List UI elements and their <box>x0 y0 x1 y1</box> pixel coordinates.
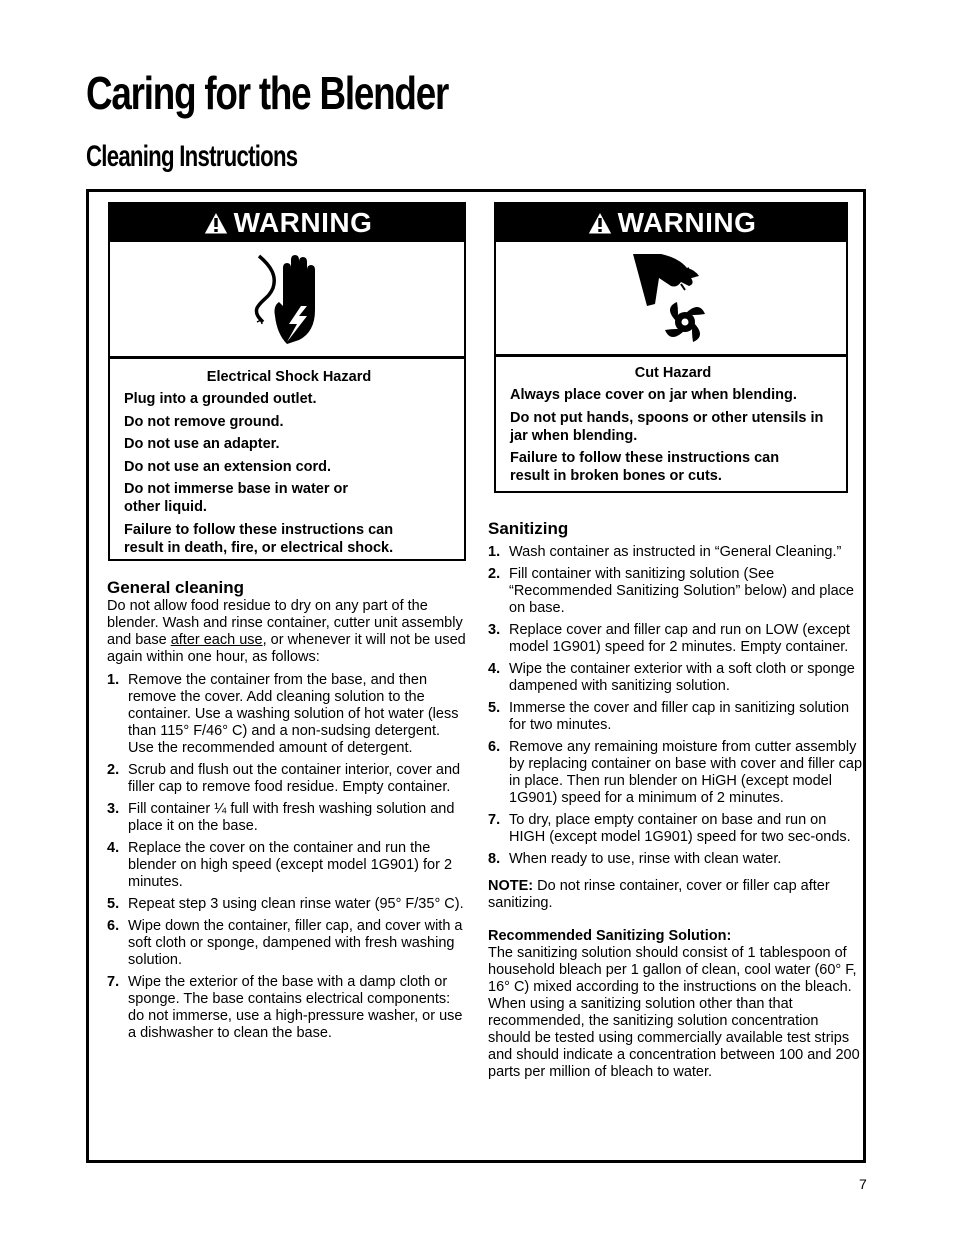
list-item: 7. Wipe the exterior of the base with a damp cloth or sponge. The base contains electrical components: do not immerse, use a high-pressure washer, or use a dishwasher to clean the base. <box>107 974 463 1041</box>
sanitizing-steps <box>488 544 864 868</box>
warning-box-electrical <box>108 202 466 561</box>
warning-box-cut <box>494 202 848 493</box>
list-item: 5. Repeat step 3 using clean rinse water (95° F/35° C). <box>107 896 464 912</box>
recommended-solution-text: The sanitizing solution should consist of 1 tablespoon of household bleach per 1 gallon of clean, cool water (60° F, 16° C) mixed according to the instructions on the bleach. When using a sanitizing solution other than that recommended, the sanitizing solution concentration should be tested using commercially available test strips and should indicate a concentration between 100 and 200 parts per million of bleach to water. <box>488 945 860 1080</box>
hazard-title: Cut Hazard <box>634 365 712 381</box>
warning-line: Do not immerse base in water or other liquid. <box>124 481 349 515</box>
warning-divider <box>496 354 846 357</box>
cut-hazard-blade-icon <box>496 246 846 354</box>
sanitizing-section <box>488 519 864 1081</box>
page-title: Caring for the Blender <box>86 67 449 119</box>
warning-line: Plug into a grounded outlet. <box>124 391 317 407</box>
warning-text-cut <box>510 364 836 490</box>
warning-line: Do not remove ground. <box>124 413 284 430</box>
list-item: 5. Immerse the cover and filler cap in sanitizing solution for two minutes. <box>488 700 850 733</box>
list-item: 1. Remove the container from the base, and then remove the cover. Add cleaning solution to the container. Use a washing solution of hot water (less than 115° F/46° C) and a non-sudsing detergent. Use the recommended amount of detergent. <box>107 672 459 756</box>
list-item: 8. When ready to use, rinse with clean water. <box>488 851 782 867</box>
recommended-solution-heading: Recommended Sanitizing Solution: <box>488 928 732 944</box>
warning-text-electrical <box>124 368 454 561</box>
list-item: 2. Scrub and flush out the container interior, cover and filler cap to remove food residue. Empty container. <box>107 762 461 795</box>
list-item: 4. Wipe the container exterior with a soft cloth or sponge dampened with sanitizing solution. <box>488 661 855 694</box>
warning-header-label: WARNING <box>617 207 757 238</box>
warning-line: Do not use an adapter. <box>124 436 280 452</box>
section-heading: General cleaning <box>107 578 244 597</box>
warning-line: Do not use an extension cord. <box>124 458 332 475</box>
content-frame <box>86 189 866 1163</box>
warning-line: Failure to follow these instructions can result in death, fire, or electrical shock. <box>124 521 394 556</box>
warning-header <box>110 204 464 242</box>
warning-header <box>496 204 846 242</box>
list-item: 7. To dry, place empty container on base and run on HIGH (except model 1G901) speed for two sec-onds. <box>488 812 851 845</box>
warning-triangle-icon <box>202 210 230 236</box>
list-item: 4. Replace the cover on the container and run the blender on high speed (except model 1G901) for 2 minutes. <box>107 840 453 890</box>
list-item: 6. Wipe down the container, filler cap, and cover with a soft cloth or sponge, dampened with fresh washing solution. <box>107 918 463 968</box>
sanitizing-note: NOTE: Do not rinse container, cover or filler cap after sanitizing. <box>488 878 830 911</box>
list-item: 3. Replace cover and filler cap and run on LOW (except model 1G901) speed for 2 minutes. Empty container. <box>488 622 850 655</box>
warning-header-label: WARNING <box>233 207 373 238</box>
general-cleaning-intro: Do not allow food residue to dry on any part of the blender. Wash and rinse container, cutter unit assembly and base after each use, or whenever it will not be used again within one hour, as follows: <box>107 598 466 665</box>
list-item: 3. Fill container ¼ full with fresh washing solution and place it on the base. <box>107 801 455 834</box>
warning-line: Failure to follow these instructions can result in broken bones or cuts. <box>510 450 780 484</box>
electrical-shock-hand-icon <box>110 248 464 356</box>
warning-line: Do not put hands, spoons or other utensils in jar when blending. <box>510 409 824 444</box>
general-cleaning-section <box>107 578 467 1047</box>
section-heading: Sanitizing <box>488 519 569 538</box>
page-subtitle: Cleaning Instructions <box>86 140 298 173</box>
warning-divider <box>110 356 464 359</box>
page-number: 7 <box>859 1176 867 1192</box>
list-item: 1. Wash container as instructed in “General Cleaning.” <box>488 544 842 560</box>
warning-line: Always place cover on jar when blending. <box>510 387 797 403</box>
warning-triangle-icon <box>586 210 614 236</box>
list-item: 6. Remove any remaining moisture from cutter assembly by replacing container on base with cover and filler cap in place. Then run blender on HiGH (except model 1G901) speed for a minimum of 2 minutes. <box>488 739 863 806</box>
cleaning-steps <box>107 672 467 1042</box>
hazard-title: Electrical Shock Hazard <box>206 369 372 385</box>
list-item: 2. Fill container with sanitizing solution (See “Recommended Sanitizing Solution” below) and place on base. <box>488 566 854 616</box>
